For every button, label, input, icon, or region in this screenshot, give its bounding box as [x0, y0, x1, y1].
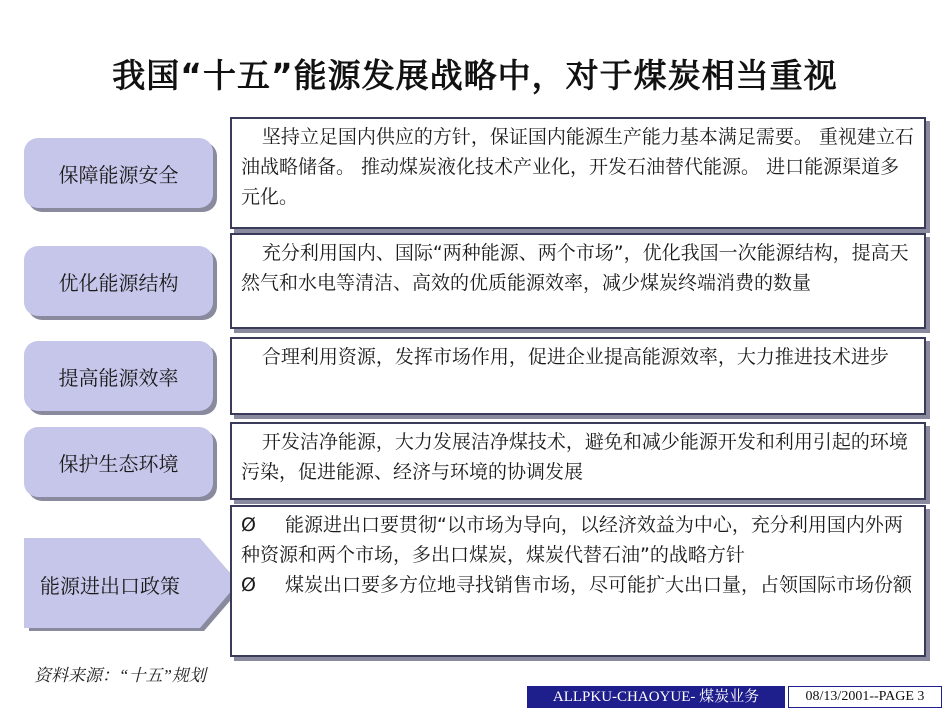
label-text: 提高能源效率 [58, 365, 179, 390]
label-text: 优化能源结构 [58, 270, 179, 295]
desc-energy-efficiency [230, 337, 926, 415]
desc-text: 充分利用国内、国际“两种能源、两个市场”，优化我国一次能源结构，提高天然气和水电等清洁、高效的优质能源效率，减少煤炭终端消费的数量 [241, 242, 909, 294]
footer-company: ALLPKU-CHAOYUE- 煤炭业务 [527, 686, 785, 708]
label-import-export-policy [24, 538, 238, 630]
bullet-text: 能源进出口要贯彻“以市场为导向，以经济效益为中心，充分利用国内外两种资源和两个市场，多出口煤炭，煤炭代替石油”的战略方针 [241, 514, 903, 566]
desc-energy-security [230, 117, 926, 229]
footer-date-page: 08/13/2001--PAGE 3 [788, 686, 942, 708]
label-text: 保障能源安全 [58, 162, 179, 187]
bullet-item [241, 510, 916, 570]
desc-text: 坚持立足国内供应的方针，保证国内能源生产能力基本满足需要。 重视建立石油战略储备。 推动煤炭液化技术产业化，开发石油替代能源。 进口能源渠道多元化。 [241, 126, 914, 208]
label-energy-efficiency [24, 341, 213, 411]
desc-optimize-structure [230, 233, 926, 329]
bullet-arrow-icon: Ø [241, 574, 256, 596]
bullet-text: 煤炭出口要多方位地寻找销售市场，尽可能扩大出口量，占领国际市场份额 [285, 574, 913, 596]
label-text: 保护生态环境 [58, 451, 179, 476]
label-text: 能源进出口政策 [40, 573, 180, 598]
label-optimize-structure [24, 246, 213, 316]
label-energy-security [24, 138, 213, 208]
desc-text: 开发洁净能源，大力发展洁净煤技术，避免和减少能源开发和利用引起的环境污染，促进能源、经济与环境的协调发展 [241, 431, 908, 483]
desc-text: 合理利用资源，发挥市场作用，促进企业提高能源效率，大力推进技术进步 [261, 346, 889, 368]
bullet-item [241, 570, 916, 600]
source-note: 资料来源：“十五”规划 [34, 666, 206, 685]
desc-ecology [230, 422, 926, 500]
desc-import-export-policy [230, 505, 926, 657]
label-ecology [24, 427, 213, 497]
bullet-arrow-icon: Ø [241, 514, 256, 536]
page-title: 我国“十五”能源发展战略中，对于煤炭相当重视 [112, 56, 838, 95]
